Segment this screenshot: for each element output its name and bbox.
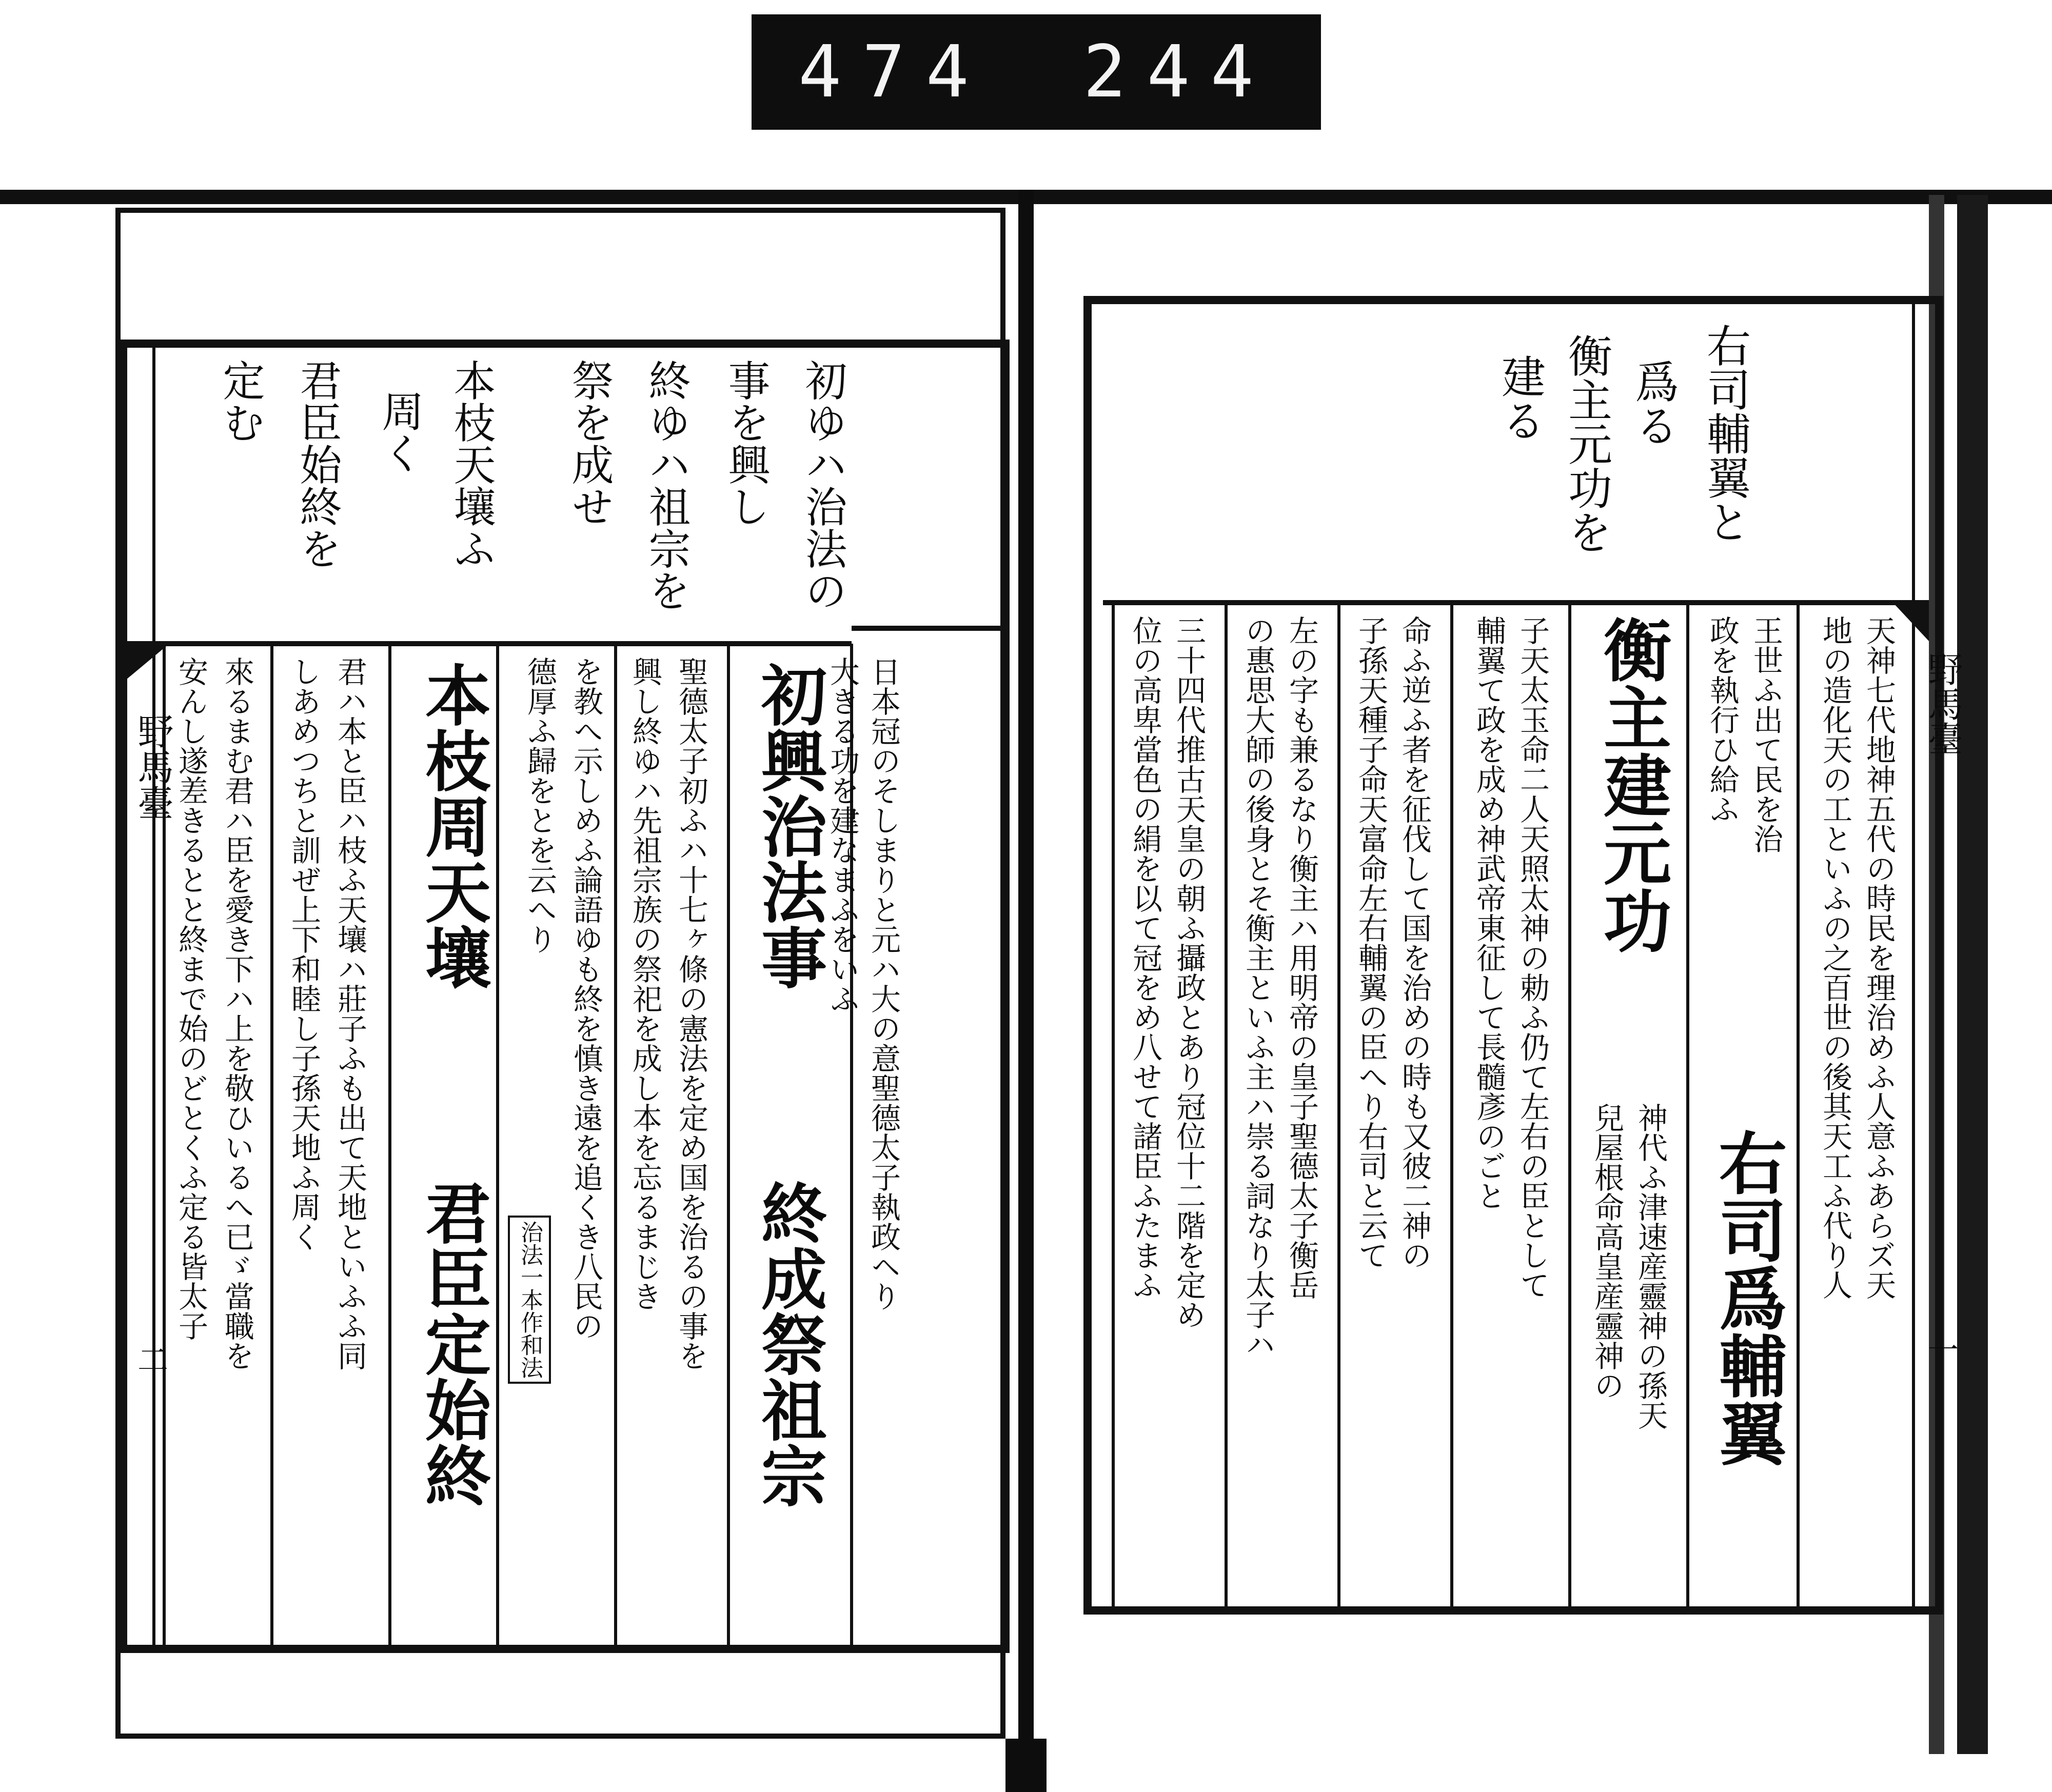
left-heading-2b: 君臣定始終: [414, 1180, 491, 1508]
left-heading-1b: 終成祭祖宗: [750, 1180, 827, 1508]
left-top-line: 祭を成せ: [565, 359, 614, 527]
right-body-line: 王世ふ出て民を治: [1748, 615, 1783, 853]
catalog-number-label: [752, 14, 1321, 130]
left-heading-2: 本枝周天壤: [414, 662, 491, 990]
left-body-line: 聖德太子初ふハ十七ヶ條の憲法を定め国を治るの事を: [674, 656, 708, 1370]
right-top-line: 衡主元功を: [1561, 333, 1612, 554]
left-body-line: 大きる功を建なまふをいふ: [825, 656, 860, 1013]
left-body-line: を教へ示しめふ論語ゆも終を慎き遠を追くき八民の: [568, 656, 603, 1341]
right-body-line: 子孫天種子命天富命左右輔翼の臣へり右司と云て: [1353, 615, 1388, 1270]
right-body-line: 地の造化天の工といふの之百世の後其天工ふ代り人: [1818, 615, 1852, 1300]
right-top-line: 右司輔翼と: [1699, 323, 1750, 544]
left-note-box: 治法一本作和法: [508, 1216, 551, 1384]
left-body-line: 安んし遂差きるとと終まで始のどとくふ定る皆太子: [173, 656, 208, 1341]
right-body-line: 左の字も兼るなり衡主ハ用明帝の皇子聖德太子衡岳: [1284, 615, 1319, 1300]
right-folio: 一: [1923, 1333, 1959, 1364]
left-heading-1: 初興治法事: [750, 662, 827, 990]
right-heading-1: 衡主建元功: [1592, 615, 1671, 954]
left-top-line: 定む: [216, 359, 265, 443]
right-body-line: 兒屋根命高皇産靈神の: [1589, 1103, 1624, 1400]
left-body-line: 德厚ふ歸をとを云へり: [522, 656, 557, 954]
left-top-line: 周く: [375, 390, 424, 474]
left-body-line: 來るまむ君ハ臣を愛き下ハ上を敬ひいるへ已ゞ當職を: [220, 656, 254, 1370]
left-margin-title: 野馬臺: [132, 713, 174, 821]
right-body-line: 位の高卑當色の絹を以て冠をめ八せて諸臣ふたまふ: [1128, 615, 1162, 1300]
left-folio: 二: [132, 1344, 168, 1375]
left-top-line: 本枝天壤ふ: [447, 359, 496, 569]
left-body-line: 君ハ本と臣ハ枝ふ天壤ハ莊子ふも出て天地といふふ同: [332, 656, 367, 1370]
left-top-line: 初ゆハ治法の: [798, 359, 847, 611]
catalog-right-number: 244: [1083, 30, 1274, 114]
right-top-line: 爲る: [1627, 359, 1679, 447]
right-body-line: 神代ふ津速産靈神の孫天: [1633, 1103, 1668, 1430]
right-body-line: 政を執行ひ給ふ: [1705, 615, 1740, 824]
left-top-line: 君臣始終を: [293, 359, 342, 569]
right-body-line: 輔翼て政を成め神武帝東征して長髓彥のごと: [1471, 615, 1506, 1210]
right-margin-title: 野馬臺: [1922, 651, 1963, 756]
left-top-line: 終ゆハ祖宗を: [642, 359, 690, 611]
left-body-line: しあめつちと訓ぜ上下和睦し子孫天地ふ周く: [286, 656, 321, 1251]
right-body-line: 天神七代地神五代の時民を理治めふ人意ふあらズ天: [1861, 615, 1896, 1300]
right-body-line: 三十四代推古天皇の朝ふ攝政とあり冠位十二階を定め: [1171, 615, 1206, 1329]
right-heading-2: 右司爲輔翼: [1707, 1128, 1787, 1467]
left-body-line: 日本冠のそしまりと元ハ大の意聖德太子執政ヘり: [866, 656, 901, 1311]
right-body-line: 子天太玉命二人天照太神の勅ふ仍て左右の臣として: [1515, 615, 1550, 1300]
right-top-line: 建る: [1494, 354, 1545, 442]
right-body-line: の惠思大師の後身とそ衡主といふ主ハ崇る詞なり太子ハ: [1240, 615, 1275, 1359]
left-top-line: 事を興し: [721, 359, 770, 527]
left-body-line: 興し終ゆハ先祖宗族の祭祀を成し本を忘るまじき: [627, 656, 662, 1311]
catalog-left-number: 474: [798, 30, 990, 114]
right-body-line: 命ふ逆ふ者を征伐して国を治めの時も又彼二神の: [1397, 615, 1432, 1270]
